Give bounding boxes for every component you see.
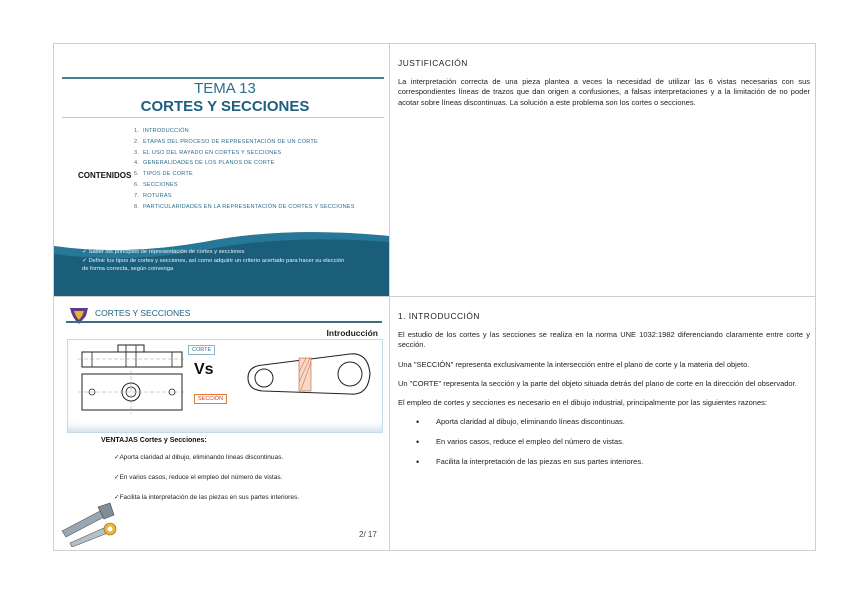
bullet-icon: • (416, 457, 420, 468)
contents-item: 7. ROTURAS (134, 192, 172, 199)
technical-drawing (68, 340, 382, 432)
versus-label: Vs (194, 361, 214, 378)
header-rule (66, 321, 382, 323)
title-rule (62, 77, 384, 79)
slide-header: CORTES Y SECCIONES (95, 308, 191, 318)
advantage-item: ✓En varios casos, reduce el empleo del número de vistas. (114, 474, 283, 481)
advantage-item: ✓Aporta claridad al dibujo, eliminando líneas discontinuas. (114, 454, 284, 461)
contents-list (134, 126, 355, 212)
reason-item: • En varios casos, reduce el empleo del número de vistas. (416, 437, 625, 448)
slide-title: TEMA 13 (194, 80, 256, 97)
contents-item: 3. EL USO DEL RAYADO EN CORTES Y SECCIONES (134, 149, 282, 156)
introduction-paragraph: El empleo de cortes y secciones es necesario en el dibujo industrial, principalmente por las siguientes razones: (398, 398, 767, 408)
section-title: Introducción (326, 328, 378, 338)
contents-item: 6. SECCIONES (134, 181, 178, 188)
corte-label: CORTE (188, 345, 215, 355)
advantages-list (114, 454, 299, 514)
introduction-paragraph: Una "SECCIÓN" representa exclusivamente la intersección entre el plano de corte y la materia del objeto. (398, 359, 750, 369)
document-page (53, 43, 816, 551)
column-divider (389, 44, 390, 550)
contents-item: 8. PARTICULARIDADES EN LA REPRESENTACIÓN DE CORTES Y SECCIONES (134, 203, 355, 210)
objective-item: ✓ Saber los principios de representación de cortes y secciones (82, 249, 245, 255)
objective-item: ✓ Definir los tipos de cortes y secciones, así como adquirir un criterio acertado para hacer su elección de forma correcta, según convenga (82, 257, 345, 272)
subtitle-rule (62, 117, 384, 118)
row-divider (54, 296, 815, 297)
contents-item: 1. INTRODUCCIÓN (134, 128, 189, 134)
contents-item: 2. ETAPAS DEL PROCESO DE REPRESENTACIÓN DE UN CORTE (134, 138, 318, 145)
contents-item: 4. GENERALIDADES DE LOS PLANOS DE CORTE (134, 160, 275, 167)
justification-heading: JUSTIFICACIÓN (398, 58, 468, 68)
slide-thumbnail-2 (54, 297, 389, 550)
introduction-paragraph: El estudio de los cortes y las secciones se realiza en la norma UNE 1032:1982 diferenciando claramente entre corte y sección. (398, 330, 810, 350)
seccion-label: SECCIÓN (194, 394, 227, 404)
slide-thumbnail-1 (54, 44, 389, 296)
contents-label: CONTENIDOS (78, 171, 132, 180)
justification-section (398, 58, 810, 117)
bullet-icon: • (416, 437, 420, 448)
page-number: 2/ 17 (359, 530, 377, 539)
justification-paragraph: La interpretación correcta de una pieza plantea a veces la necesidad de utilizar las 6 vistas necesarias con sus correspondientes líneas de trazos que dan origen a confusiones, a falsas interpretaciones y a la limitación de no poder acotar sobre líneas discontinuas. La solución a este problema son los cortes o secciones. (398, 77, 810, 107)
advantages-label: VENTAJAS Cortes y Secciones: (101, 437, 207, 444)
reason-item: • Aporta claridad al dibujo, eliminando líneas discontinuas. (416, 417, 625, 428)
bolts-image-icon (60, 497, 120, 547)
corte-vs-seccion-figure (67, 339, 383, 433)
slide-subtitle: CORTES Y SECCIONES (140, 98, 310, 115)
objectives-label: OBJETIVOS: (78, 237, 115, 243)
reasons-list (398, 417, 810, 477)
contents-item: 5. TIPOS DE CORTE (134, 171, 193, 178)
advantage-item: ✓Facilita la interpretación de las piezas en sus partes interiores. (114, 494, 300, 501)
introduction-paragraph: Un "CORTE" representa la sección y la parte del objeto situada detrás del plano de corte en la dirección del observador. (398, 378, 797, 388)
objectives-list (82, 248, 352, 274)
reason-item: • Facilita la interpretación de las piezas en sus partes interiores. (416, 457, 644, 468)
introduction-section (398, 311, 810, 477)
introduction-heading: 1. INTRODUCCIÓN (398, 311, 480, 321)
bullet-icon: • (416, 417, 420, 428)
